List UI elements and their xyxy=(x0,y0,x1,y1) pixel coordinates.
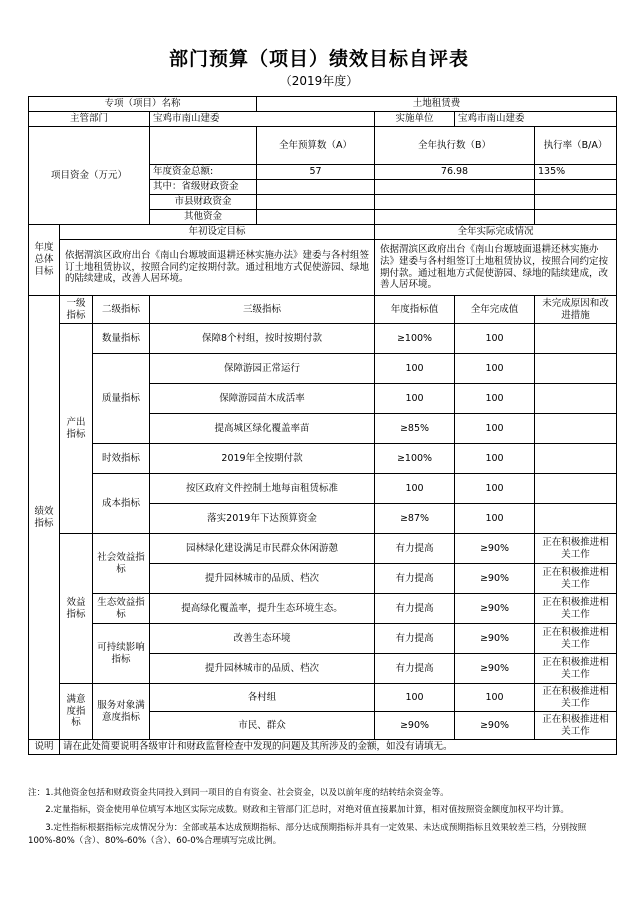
funds-row-rate: 135% xyxy=(535,165,617,180)
perf-row-l3: 提升园林城市的品质、档次 xyxy=(150,654,375,684)
footnote-1: 注：1.其他资金包括和财政资金共同投入到同一项目的自有资金、社会资金，以及以前年度的结转结余资金等。 xyxy=(28,788,449,798)
perf-row-reason: 正在积极推进相关工作 xyxy=(535,712,617,740)
perf-row-reason xyxy=(535,324,617,354)
perf-row-reason xyxy=(535,474,617,504)
perf-row-l3: 保障游园正常运行 xyxy=(150,354,375,384)
funds-col-budget: 全年预算数（A） xyxy=(257,127,375,165)
perf-row-done: 100 xyxy=(455,384,535,414)
dept-label: 主管部门 xyxy=(29,112,150,127)
footnote-3: 3.定性指标根据指标完成情况分为：全部或基本达成预期指标、部分达成预期指标并具有一定效果、未达成预期指标且效果较差三档，分别按照100%-80%（含）、80%-60%（含）、60-0%合理填写完成比例。 xyxy=(28,822,587,846)
funds-row-label: 年度资金总额: xyxy=(150,165,257,180)
perf-row-l3: 园林绿化建设满足市民群众休闲游憩 xyxy=(150,534,375,564)
perf-l1-satis: 满意度指标 xyxy=(60,684,93,740)
perf-row-target: ≥90% xyxy=(375,712,455,740)
perf-l2-cost: 成本指标 xyxy=(93,474,150,534)
perf-l2-qty: 数量指标 xyxy=(93,324,150,354)
perf-side-label: 绩效指标 xyxy=(29,296,60,740)
funds-row-rate xyxy=(535,180,617,195)
perf-row-target: 100 xyxy=(375,474,455,504)
perf-row-done: ≥90% xyxy=(455,534,535,564)
perf-col-l2: 二级指标 xyxy=(93,296,150,324)
perf-row-target: 有力提高 xyxy=(375,564,455,594)
perf-row-done: 100 xyxy=(455,444,535,474)
remark-label: 说明 xyxy=(29,740,60,755)
perf-row-l3: 保障游园苗木成活率 xyxy=(150,384,375,414)
perf-col-done: 全年完成值 xyxy=(455,296,535,324)
goals-col-actual: 全年实际完成情况 xyxy=(375,225,617,240)
perf-row-done: ≥90% xyxy=(455,654,535,684)
goals-initial-text: 依据渭滨区政府出台《南山台塬坡面退耕还林实施办法》建委与各村组签订土地租赁协议，按照合同约定按期付款。通过租地方式促使游园、绿地的陆续建成，改善人居环境。 xyxy=(60,240,375,296)
perf-col-l3: 三级指标 xyxy=(150,296,375,324)
perf-row-done: ≥90% xyxy=(455,624,535,654)
perf-row-l3: 按区政府文件控制土地每亩租赁标准 xyxy=(150,474,375,504)
funds-row-label: 市县财政资金 xyxy=(150,195,257,210)
perf-row-target: ≥87% xyxy=(375,504,455,534)
funds-col-rate: 执行率（B/A） xyxy=(535,127,617,165)
funds-row-budget xyxy=(257,180,375,195)
funds-row-exec xyxy=(375,210,535,225)
perf-row-done: 100 xyxy=(455,684,535,712)
funds-row-budget: 57 xyxy=(257,165,375,180)
perf-row-target: ≥100% xyxy=(375,324,455,354)
perf-row-done: 100 xyxy=(455,354,535,384)
perf-row-reason: 正在积极推进相关工作 xyxy=(535,684,617,712)
perf-row-done: 100 xyxy=(455,414,535,444)
funds-row-rate xyxy=(535,210,617,225)
perf-row-l3: 提升园林城市的品质、档次 xyxy=(150,564,375,594)
perf-row-reason: 正在积极推进相关工作 xyxy=(535,534,617,564)
perf-row-reason xyxy=(535,384,617,414)
funds-row-budget xyxy=(257,195,375,210)
funds-col-exec: 全年执行数（B） xyxy=(375,127,535,165)
perf-row-target: 有力提高 xyxy=(375,534,455,564)
goals-actual-text: 依据渭滨区政府出台《南山台塬坡面退耕还林实施办法》建委与各村组签订土地租赁协议，按照合同约定按期付款。通过租地方式促使游园、绿地的陆续建成，改善人居环境。 xyxy=(375,240,617,296)
perf-row-done: 100 xyxy=(455,474,535,504)
dept-value: 宝鸡市南山建委 xyxy=(150,112,375,127)
funds-row-budget xyxy=(257,210,375,225)
perf-l1-output: 产出指标 xyxy=(60,324,93,534)
funds-row-rate xyxy=(535,195,617,210)
remark-text: 请在此处简要说明各级审计和财政监督检查中发现的问题及其所涉及的金额，如没有请填无。 xyxy=(60,740,617,755)
perf-row-reason xyxy=(535,504,617,534)
perf-row-done: ≥90% xyxy=(455,712,535,740)
funds-row-label: 其中：省级财政资金 xyxy=(150,180,257,195)
perf-l2-time: 时效指标 xyxy=(93,444,150,474)
perf-row-reason: 正在积极推进相关工作 xyxy=(535,624,617,654)
evaluation-table xyxy=(28,96,617,755)
perf-col-reason: 未完成原因和改进措施 xyxy=(535,296,617,324)
funds-row-label: 其他资金 xyxy=(150,210,257,225)
project-name-value: 土地租赁费 xyxy=(257,97,617,112)
goals-side-label: 年度总体目标 xyxy=(29,225,60,296)
perf-row-l3: 提高绿化覆盖率，提升生态环境生态。 xyxy=(150,594,375,624)
page-year: （2019年度） xyxy=(279,74,359,88)
perf-l2-satis: 服务对象满意度指标 xyxy=(93,684,150,740)
perf-col-target: 年度指标值 xyxy=(375,296,455,324)
perf-row-l3: 2019年全按期付款 xyxy=(150,444,375,474)
perf-row-reason: 正在积极推进相关工作 xyxy=(535,594,617,624)
footnote-2: 2.定量指标，资金使用单位填写本地区实际完成数。财政和主管部门汇总时，对绝对值直接累加计算，相对值按照资金额度加权平均计算。 xyxy=(45,805,570,816)
funds-row-exec xyxy=(375,195,535,210)
perf-row-target: 有力提高 xyxy=(375,594,455,624)
perf-row-l3: 各村组 xyxy=(150,684,375,712)
impl-value: 宝鸡市南山建委 xyxy=(455,112,617,127)
perf-row-target: 有力提高 xyxy=(375,654,455,684)
footnotes xyxy=(28,787,616,852)
funds-row-exec xyxy=(375,180,535,195)
perf-row-done: ≥90% xyxy=(455,564,535,594)
perf-row-target: 100 xyxy=(375,354,455,384)
perf-l2-quality: 质量指标 xyxy=(93,354,150,444)
perf-row-done: 100 xyxy=(455,504,535,534)
perf-row-target: ≥85% xyxy=(375,414,455,444)
perf-row-l3: 市民、群众 xyxy=(150,712,375,740)
perf-l1-effect: 效益指标 xyxy=(60,534,93,684)
impl-label: 实施单位 xyxy=(375,112,455,127)
perf-row-reason: 正在积极推进相关工作 xyxy=(535,654,617,684)
perf-row-target: 100 xyxy=(375,684,455,712)
perf-l2-sustain: 可持续影响指标 xyxy=(93,624,150,684)
perf-row-l3: 落实2019年下达预算资金 xyxy=(150,504,375,534)
project-name-label: 专项（项目）名称 xyxy=(29,97,257,112)
perf-row-l3: 保障8个村组，按时按期付款 xyxy=(150,324,375,354)
perf-row-reason xyxy=(535,414,617,444)
perf-row-target: ≥100% xyxy=(375,444,455,474)
page-title: 部门预算（项目）绩效目标自评表 xyxy=(168,48,469,70)
perf-row-reason: 正在积极推进相关工作 xyxy=(535,564,617,594)
funds-label: 项目资金（万元） xyxy=(29,127,150,225)
perf-row-target: 100 xyxy=(375,384,455,414)
perf-row-reason xyxy=(535,354,617,384)
perf-col-l1: 一级指标 xyxy=(60,296,93,324)
goals-col-initial: 年初设定目标 xyxy=(60,225,375,240)
perf-row-target: 有力提高 xyxy=(375,624,455,654)
perf-row-done: ≥90% xyxy=(455,594,535,624)
perf-l2-eco: 生态效益指标 xyxy=(93,594,150,624)
perf-l2-social: 社会效益指标 xyxy=(93,534,150,594)
perf-row-done: 100 xyxy=(455,324,535,354)
perf-row-l3: 提高城区绿化覆盖率苗 xyxy=(150,414,375,444)
funds-row-exec: 76.98 xyxy=(375,165,535,180)
perf-row-l3: 改善生态环境 xyxy=(150,624,375,654)
perf-row-reason xyxy=(535,444,617,474)
